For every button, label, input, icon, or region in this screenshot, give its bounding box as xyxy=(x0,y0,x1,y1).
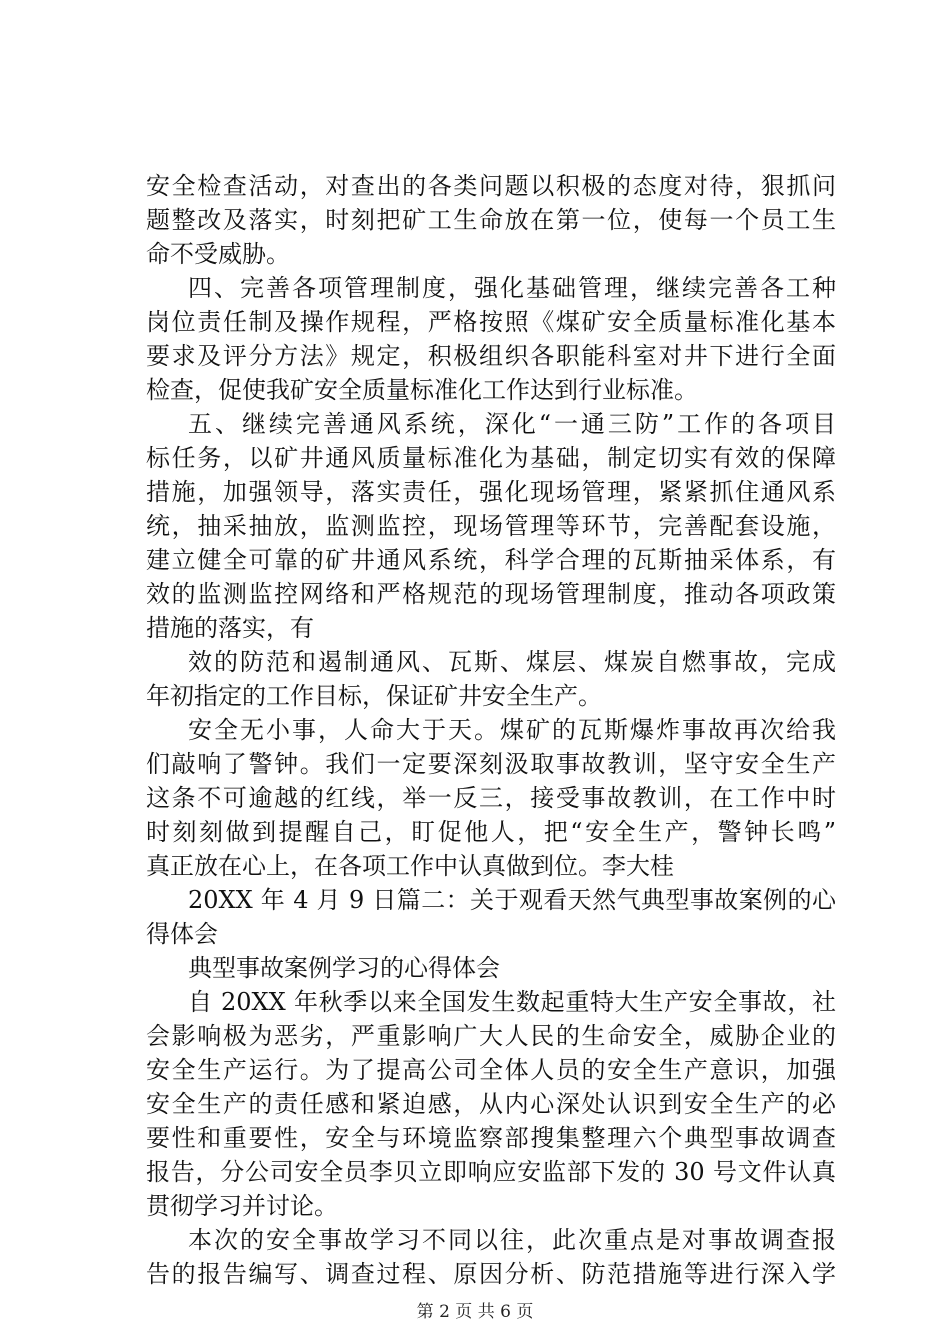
text-line: 时刻刻做到提醒自己，盯促他人，把“安全生产，警钟长鸣” xyxy=(146,818,836,846)
text-line: 效的防范和遏制通风、瓦斯、煤层、煤炭自燃事故，完成 xyxy=(188,648,836,676)
text-line: 们敲响了警钟。我们一定要深刻汲取事故教训，坚守安全生产 xyxy=(146,750,836,778)
text-line: 安全检查活动，对查出的各类问题以积极的态度对待，狠抓问 xyxy=(146,172,836,200)
text-line: 标任务，以矿井通风质量标准化为基础，制定切实有效的保障 xyxy=(146,444,836,472)
text-line: 典型事故案例学习的心得体会 xyxy=(188,954,500,982)
text-line: 检查，促使我矿安全质量标准化工作达到行业标准。 xyxy=(146,376,698,404)
text-line: 措施，加强领导，落实责任，强化现场管理，紧紧抓住通风系 xyxy=(146,478,836,506)
text-line: 本次的安全事故学习不同以往，此次重点是对事故调查报 xyxy=(188,1226,836,1254)
text-line: 贯彻学习并讨论。 xyxy=(146,1192,338,1220)
text-line: 措施的落实，有 xyxy=(146,614,314,642)
text-line: 得体会 xyxy=(146,920,218,948)
text-line: 五、继续完善通风系统，深化“一通三防”工作的各项目 xyxy=(188,410,836,438)
text-line: 自 20XX 年秋季以来全国发生数起重特大生产安全事故，社 xyxy=(188,988,836,1016)
text-line: 建立健全可靠的矿井通风系统，科学合理的瓦斯抽采体系，有 xyxy=(146,546,836,574)
text-line: 效的监测监控网络和严格规范的现场管理制度，推动各项政策 xyxy=(146,580,836,608)
text-line: 要求及评分方法》规定，积极组织各职能科室对井下进行全面 xyxy=(146,342,836,370)
text-line: 题整改及落实，时刻把矿工生命放在第一位，使每一个员工生 xyxy=(146,206,836,234)
text-line: 真正放在心上，在各项工作中认真做到位。李大桂 xyxy=(146,852,674,880)
text-line: 岗位责任制及操作规程，严格按照《煤矿安全质量标准化基本 xyxy=(146,308,836,336)
text-line: 统，抽采抽放，监测监控，现场管理等环节，完善配套设施， xyxy=(146,512,836,540)
text-line: 这条不可逾越的红线，举一反三，接受事故教训，在工作中时 xyxy=(146,784,836,812)
text-line: 安全生产的责任感和紧迫感，从内心深处认识到安全生产的必 xyxy=(146,1090,836,1118)
text-line: 告的报告编写、调查过程、原因分析、防范措施等进行深入学 xyxy=(146,1260,836,1288)
text-line: 要性和重要性，安全与环境监察部搜集整理六个典型事故调查 xyxy=(146,1124,836,1152)
text-line: 安全无小事，人命大于天。煤矿的瓦斯爆炸事故再次给我 xyxy=(188,716,836,744)
text-line: 20XX 年 4 月 9 日篇二：关于观看天然气典型事故案例的心 xyxy=(188,886,836,914)
text-line: 命不受威胁。 xyxy=(146,240,290,268)
text-line: 安全生产运行。为了提高公司全体人员的安全生产意识，加强 xyxy=(146,1056,836,1084)
text-line: 四、完善各项管理制度，强化基础管理，继续完善各工种 xyxy=(188,274,836,302)
text-line: 年初指定的工作目标，保证矿井安全生产。 xyxy=(146,682,602,710)
page-number-footer: 第 2 页 共 6 页 xyxy=(416,1302,534,1322)
text-line: 报告，分公司安全员李贝立即响应安监部下发的 30 号文件认真 xyxy=(146,1158,836,1186)
text-line: 会影响极为恶劣，严重影响广大人民的生命安全，威胁企业的 xyxy=(146,1022,836,1050)
